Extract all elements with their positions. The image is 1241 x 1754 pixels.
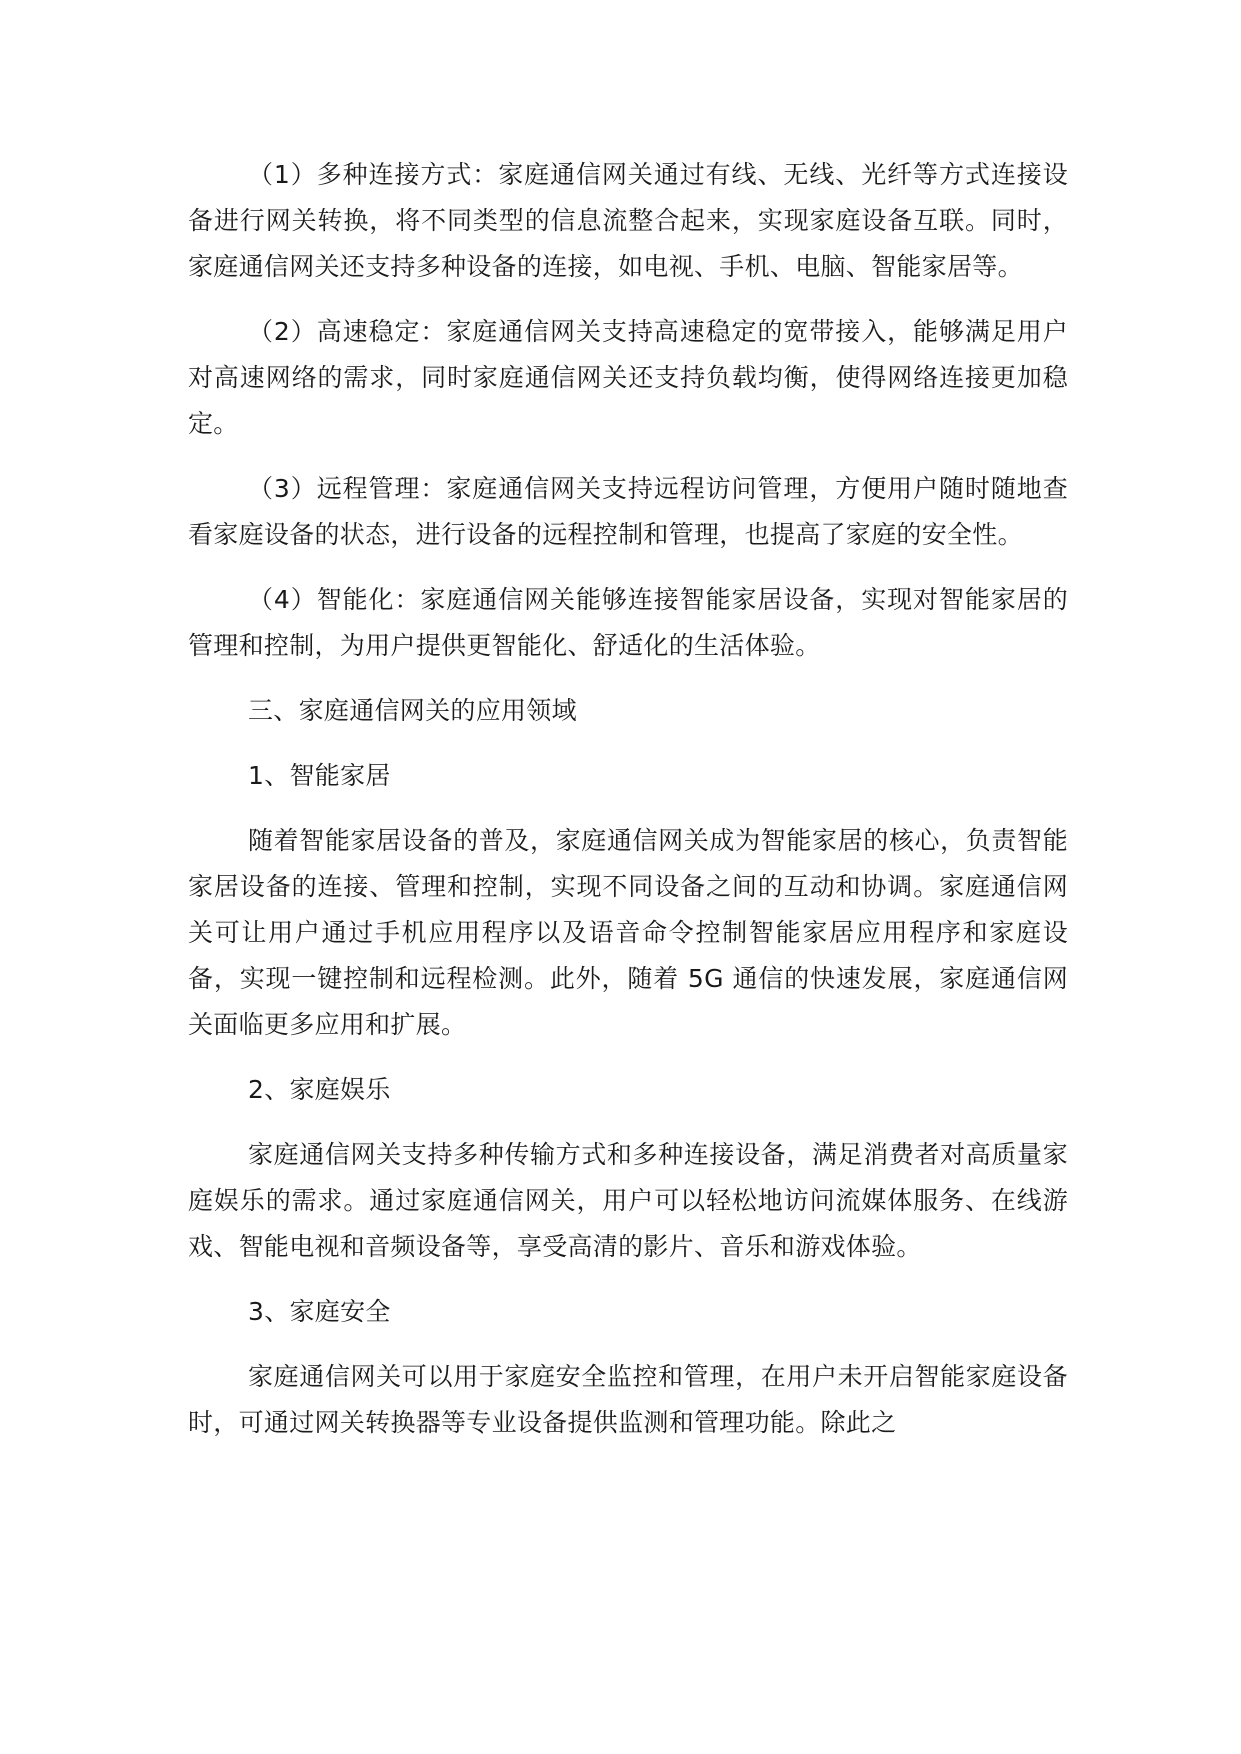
paragraph-home-security: 家庭通信网关可以用于家庭安全监控和管理，在用户未开启智能家庭设备时，可通过网关转换器等专业设备提供监测和管理功能。除此之 — [188, 1362, 1068, 1437]
section-heading-application-areas: 三、家庭通信网关的应用领域 — [248, 696, 577, 725]
paragraph-connection-methods: （1）多种连接方式：家庭通信网关通过有线、无线、光纤等方式连接设备进行网关转换，将不同类型的信息流整合起来，实现家庭设备互联。同时，家庭通信网关还支持多种设备的连接，如电视、手机、电脑、智能家居等。 — [188, 160, 1068, 281]
paragraph-intelligence: （4）智能化：家庭通信网关能够连接智能家居设备，实现对智能家居的管理和控制，为用户提供更智能化、舒适化的生活体验。 — [188, 585, 1068, 660]
paragraph-remote-management: （3）远程管理：家庭通信网关支持远程访问管理，方便用户随时随地查看家庭设备的状态，进行设备的远程控制和管理，也提高了家庭的安全性。 — [188, 474, 1068, 549]
paragraph-home-entertainment: 家庭通信网关支持多种传输方式和多种连接设备，满足消费者对高质量家庭娱乐的需求。通过家庭通信网关，用户可以轻松地访问流媒体服务、在线游戏、智能电视和音频设备等，享受高清的影片、音乐和游戏体验。 — [188, 1140, 1068, 1261]
document-body — [188, 152, 1068, 1446]
paragraph-high-speed-stable: （2）高速稳定：家庭通信网关支持高速稳定的宽带接入，能够满足用户对高速网络的需求，同时家庭通信网关还支持负载均衡，使得网络连接更加稳定。 — [188, 317, 1068, 438]
subheading-home-security: 3、家庭安全 — [248, 1297, 391, 1326]
subheading-smart-home: 1、智能家居 — [248, 761, 391, 790]
subheading-home-entertainment: 2、家庭娱乐 — [248, 1075, 391, 1104]
paragraph-smart-home: 随着智能家居设备的普及，家庭通信网关成为智能家居的核心，负责智能家居设备的连接、管理和控制，实现不同设备之间的互动和协调。家庭通信网关可让用户通过手机应用程序以及语音命令控制智能家居应用程序和家庭设备，实现一键控制和远程检测。此外，随着 5G 通信的快速发展，家庭通信网关面临更多应用和扩展。 — [188, 826, 1068, 1039]
